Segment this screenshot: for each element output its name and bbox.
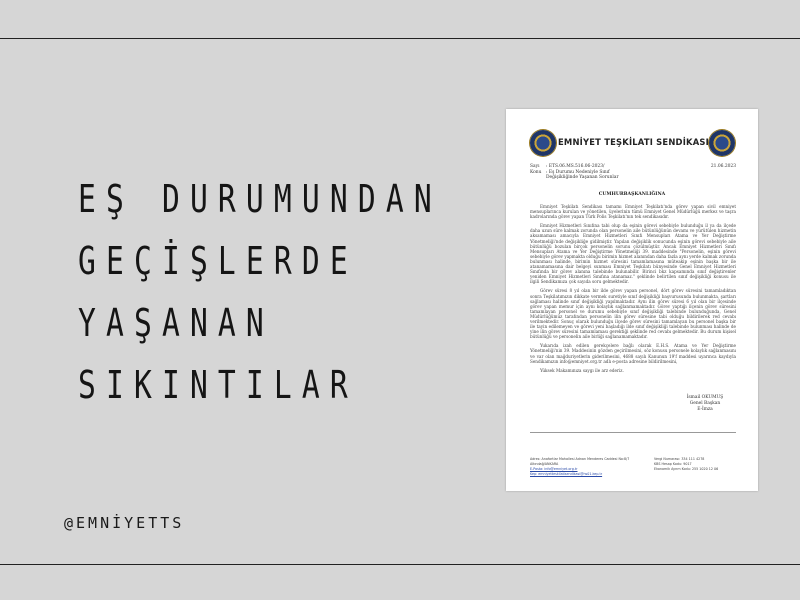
paragraph-1: Emniyet Teşkilatı Sendikası tamamı Emniyet Teşkilatı'nda görev yapan sivil emniyet mensuplarınca kurulan ve yönetilen, üyelerinin tümü Emniyet Genel Müdürlüğü merkez ve taşra kadrolarında görev yapan Türk Polis Teşkilatı'nın tek sendikasıdır. <box>530 204 736 220</box>
konu-label: Konu <box>530 169 542 175</box>
signature-block <box>676 395 734 413</box>
letter-body <box>530 204 736 377</box>
sayi-label: Sayı <box>530 164 540 169</box>
footer-address: Adres: Anafartlar Mahallesi Adnan Menderes Caddesi No:8/7 Altındağ/ANKARA <box>530 457 630 466</box>
headline-line-1: EŞ DURUMUNDAN <box>78 177 442 221</box>
addressee: CUMHURBAŞKANLIĞINA <box>598 192 666 197</box>
union-emblem-icon <box>709 130 735 156</box>
headline <box>78 168 442 416</box>
headline-line-2: GEÇİŞLERDE <box>78 239 358 283</box>
footer-kbs-code: KBS Hesap Kodu: 9017 <box>654 462 692 466</box>
paragraph-2: Emniyet Hizmetleri Sınıfına tabi olup da eşinin görevi sebebiyle bulunduğu il ya da ilçede daha uzun süre kalmak zorunda olan personelin aile bütünlüğünün devamı ve yürütülen hizmetin aksamaması amacıyla Emniyet Hizmetleri Sınıfı Mensupları Atama ve Yer Değiştirme Yönetmeliği'nde değişikliğe gidilmiştir. Yapılan değişiklik sonucunda eşinin görevi sebebiyle aile bütünlüğü bozulan birçok personelin sorunu çözülmüştür. Ancak Emniyet Hizmetleri Sınıfı Mensupları Atama ve Yer Değiştirme Yönetmeliği 39. maddesinde "Personelin, eşinin görevi sebebiyle görev yapmakta olduğu birimin hizmet alanından daha fazla aynı yerde kalmak zorunda bulunması halinde, birimin hizmet süresini tamamlamasına müteakip eşinin başka bir ile atanamamasına dair belgeyi sunması Emniyet Teşkilatı bünyesinde Genel Emniyet Hizmetleri Sınıfında bir görev alanına talebinde bulunabilir. Birinci bkz kapsamında sınıf değiştirenler yeniden Emniyet Hizmetleri Sınıfına atanamaz." şeklinde belirtilen sınıf değişikliği konusu ile ilgili Sendikamıza çok sayıda soru gelmektedir. <box>530 223 736 285</box>
document-org-title: EMNİYET TEŞKİLATI SENDİKASI <box>558 137 709 147</box>
footer-email[interactable]: E-Posta: info@emniyet.org.tr <box>530 467 578 471</box>
bottom-divider <box>0 564 800 565</box>
footer-divider <box>530 432 736 433</box>
signatory-title: Genel Başkan <box>689 401 721 406</box>
paragraph-4: Yukarıda izah edilen gerekçelere bağlı olarak E.H.S. Atama ve Yer Değiştirme Yönetmeliği'nin 39. Maddesinin gözden geçirilmesini, söz konusu personele kolaylık sağlanmasını ve var olan mağduriyetlerin giderilmesini, 4688 sayılı Kanunun 19'f maddesi uyarınca kaydıyla Sendikamızın info@emniyet.org.tr adlı e-posta adresine bildirilmesini, <box>530 343 736 364</box>
footer-tax-number: Vergi Numarası: 334 111 4278 <box>654 457 705 461</box>
document-meta <box>530 164 736 181</box>
top-divider <box>0 38 800 39</box>
paragraph-3: Görev süresi 8 yıl olan bir ilde görev yapan personel, dört görev süresini tamamladıktan sonra Teşkilatımızın dikkate vermek suretiyle sınıf değişikliği başvurusunda bulunmakta, şartları sağlaması halinde sınıf değişikliği yapılmaktadır. Aynı ilin görev süresi 6 yıl olan bir ilçesinde görev yapan memur için aynı kolaylık sağlanmamaktadır. Görev yaptığı ilçenin görev süresini tamamlayan personel ve durumu sebebiyle sınıf değişikliği talebinde bulunduğunda, Genel Müdürlüğümüz tarafından personelin ilin görev süresine tabi olduğu bildirilerek red cevabı verilmektedir. Sonuç olarak bulunduğu ilçede görev süresini tamamlayan bu personel başka bir ile tayin edilemeyen ve görevi yeni başladığı ilde sınıf değişikliği talebinde bulunması halinde de yine ilin görev süresini tamamlaması gerektiği şeklinde red cevabı gelmektedir. Bu durum kişisel bütünlüğü ve personelin aile birliği sağlanamamaktadır. <box>530 288 736 340</box>
signatory-name: İsmail OKUMUŞ <box>686 395 724 400</box>
footer-kep[interactable]: Kep: emniyetteskilatisendikasi@hs01.kep.tr <box>530 472 603 476</box>
letter-document <box>506 109 758 491</box>
konu-value: : Eş Durumu Nedeniyle Sınıf Değişikliğinde Yaşanan Sorunlar <box>546 169 619 181</box>
signature-note: E-İmza <box>697 407 713 412</box>
sayi-value: : ETS.06.MS.516.06-2023/ <box>546 164 605 169</box>
document-date: 21.06.2023 <box>710 164 736 169</box>
headline-line-3: YAŞANAN <box>78 301 274 345</box>
police-emblem-icon <box>530 130 556 156</box>
social-handle: @EMNİYETTS <box>64 514 185 532</box>
footer-economic-code: Ekonomik Ayrım Kodu: 255 1020 12 06 <box>654 467 719 471</box>
paragraph-5: Yüksek Makamınıza saygı ile arz ederiz. <box>540 367 624 373</box>
headline-line-4: SIKINTILAR <box>78 363 358 407</box>
